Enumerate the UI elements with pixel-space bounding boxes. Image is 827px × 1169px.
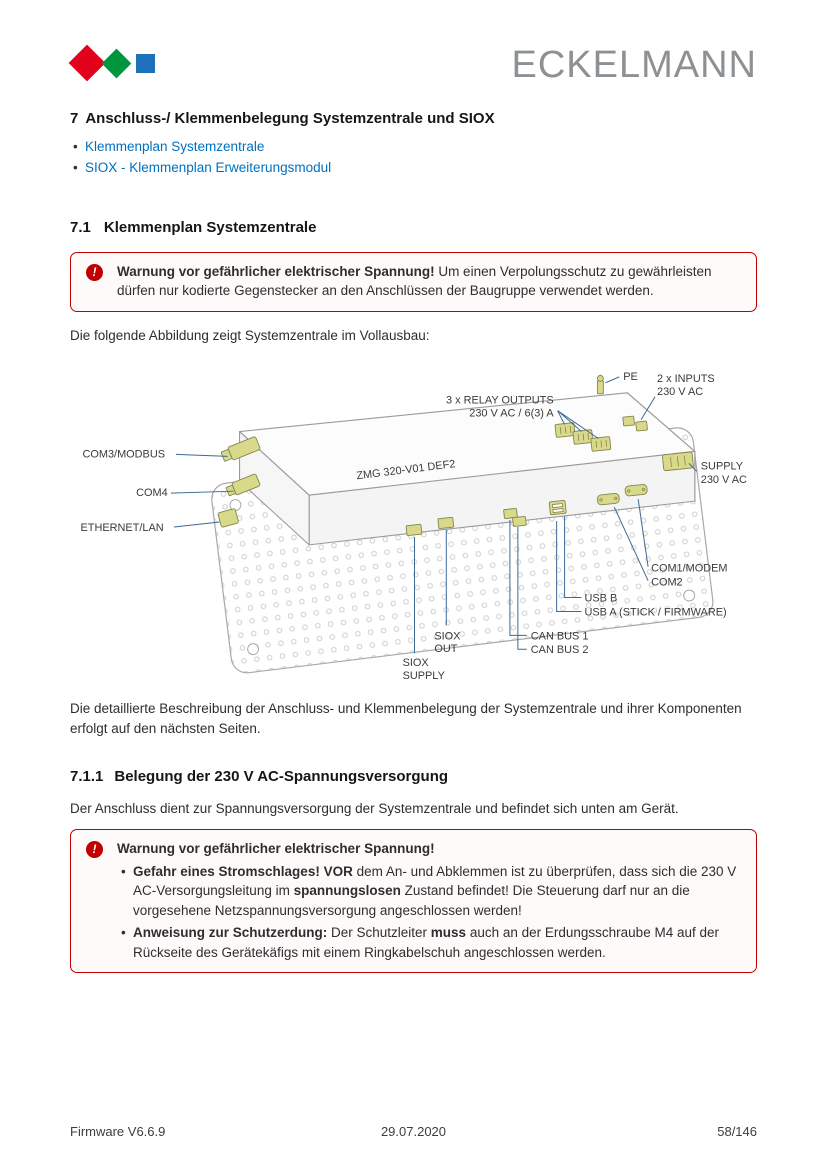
label-siox-out-line2: OUT [434,643,458,656]
label-supply-line1: SUPPLY [700,460,744,473]
device-diagram [70,356,757,693]
pe-connector [597,376,603,394]
label-relay-line2: 230 V AC / 6(3) A [469,407,554,420]
warning-2-item-1-bold-1: Gefahr eines Stromschlages! VOR [133,863,353,879]
section-7-1-number: 7.1 [70,218,91,236]
label-com4: COM4 [136,487,168,500]
logo-red-diamond-icon [69,45,106,82]
label-inputs-line1: 2 x INPUTS [657,373,715,386]
section-7-1-1-heading [70,768,757,785]
footer-date: 29.07.2020 [380,1124,447,1139]
warning-1-title: Warnung vor gefährlicher elektrischer Spannung! [117,263,435,279]
logo-blue-square-icon [136,54,155,73]
label-usb-b: USB B [584,592,618,605]
siox-out-connector [438,517,454,528]
label-relay-line1: 3 x RELAY OUTPUTS [446,394,554,407]
section-7-1-1-number: 7.1.1 [70,767,104,785]
warning-1-text: Um einen Verpolungsschutz zu gewährleisten dürfen nur kodierte Gegenstecker an den Anschlüssen der Baugruppe verwendet werden. [117,263,712,299]
label-siox-supply-line1: SIOX [402,657,429,670]
label-siox-supply-line2: SUPPLY [402,670,445,683]
label-can-bus-2: CAN BUS 2 [530,644,589,657]
toc-link-klemmenplan-systemzentrale[interactable]: Klemmenplan Systemzentrale [85,139,265,154]
logo-green-diamond-icon [102,49,132,79]
label-com3-modbus: COM3/MODBUS [82,448,166,461]
warning-icon: ! [86,264,103,281]
eckelmann-logo-icon [70,46,170,84]
warning-2-title: Warnung vor gefährlicher elektrischer Spannung! [117,840,435,856]
page-footer [70,1124,757,1139]
toc-item [70,158,757,179]
page-header [70,0,757,84]
label-supply-line2: 230 V AC [700,474,747,487]
label-com1-modem: COM1/MODEM [651,562,728,575]
usb-connectors [549,501,566,516]
chapter-heading [70,110,757,127]
toc-item [70,137,757,158]
chapter-title: Anschluss-/ Klemmenbelegung Systemzentrale und SIOX [85,110,495,127]
label-usb-a: USB A (STICK / FIRMWARE) [584,606,727,619]
supply-connector [662,452,693,471]
warning-2-item-1 [117,862,742,921]
label-ethernet-lan: ETHERNET/LAN [80,522,164,535]
detail-paragraph: Die detaillierte Beschreibung der Anschluss- und Klemmenbelegung der Systemzentrale und ihrer Komponenten erfolgt auf den nächsten Seiten. [70,701,742,737]
chapter-number: 7 [70,110,79,127]
warning-2-item-2-text-2: auch an der Erdungsschraube M4 auf der Rückseite des Gerätekäfigs mit einem Ringkabelschuh angeschlossen werden. [133,925,719,960]
warning-2-item-1-text-1: dem An- und Abklemmen ist zu überprüfen, dass sich die 230 V AC-Versorgungsleitung im [133,863,737,899]
com1-connector [625,484,648,496]
warning-2-item-2-bold-1: Anweisung zur Schutzerdung: [133,925,328,941]
warning-2-item-2-bold-2: muss [430,925,467,941]
warning-2-item-1-text-2: Zustand befindet! Die Steuerung darf nur an die vorgesehene Netzspannungsversorgung angeschlossen werden! [133,883,690,918]
device-type-text: ZMG 320-V01 DEF2 [355,458,457,483]
warning-2-list [117,862,742,963]
chapter-toc [70,137,757,179]
warning-icon: ! [86,841,103,858]
label-can-bus-1: CAN BUS 1 [530,630,589,643]
intro-paragraph: Die folgende Abbildung zeigt Systemzentrale im Vollausbau: [70,327,430,343]
section-7-1-heading [70,219,757,236]
warning-box-1 [70,252,757,312]
brand-wordmark: ECKELMANN [511,44,757,86]
label-siox-out-line1: SIOX [434,630,461,643]
toc-link-siox-erweiterungsmodul[interactable]: SIOX - Klemmenplan Erweiterungsmodul [85,159,332,175]
siox-supply-connector [406,524,422,535]
warning-2-item-2-text-1: Der Schutzleiter [327,925,431,941]
label-inputs-line2: 230 V AC [657,385,704,398]
warning-2-item-2 [117,923,742,962]
com2-connector [597,493,620,505]
diagram-svg [70,356,757,688]
label-com2: COM2 [651,576,683,589]
warning-2-item-1-bold-2: spannungslosen [293,883,401,899]
supply-paragraph: Der Anschluss dient zur Spannungsversorgung der Systemzentrale und befindet sich unten am Gerät. [70,800,679,816]
label-pe: PE [623,371,638,384]
footer-page-number: 58/146 [717,1124,757,1139]
footer-firmware-version: Firmware V6.6.9 [70,1124,166,1139]
warning-box-2 [70,829,757,973]
section-7-1-1-title: Belegung der 230 V AC-Spannungsversorgung [114,767,449,785]
section-7-1-title: Klemmenplan Systemzentrale [103,218,317,236]
